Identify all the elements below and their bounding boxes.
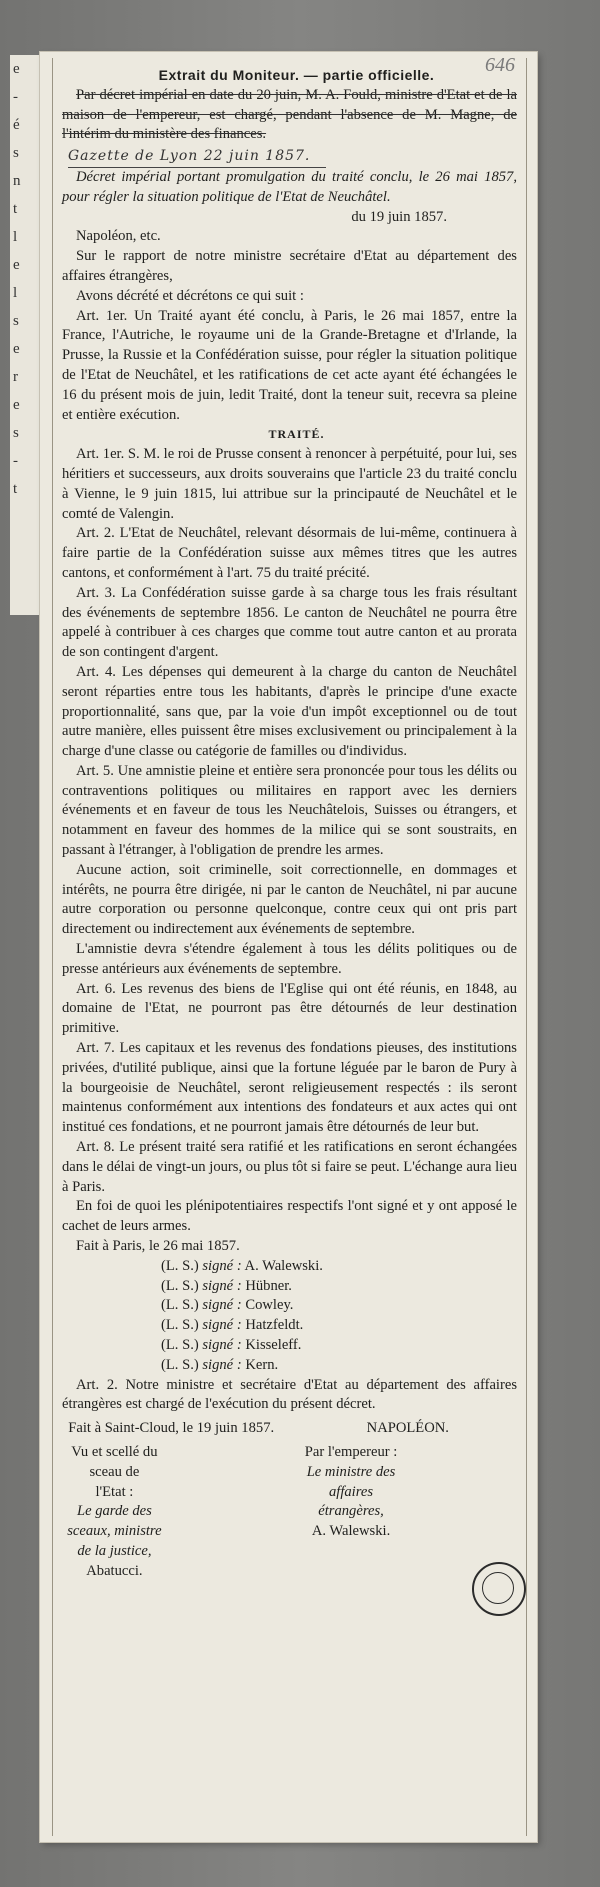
closing-right-line1: Par l'empereur : (304, 1443, 398, 1460)
column-rule-left (52, 58, 53, 1836)
signed-label: signé : (202, 1317, 242, 1334)
signatory-name: Cowley. (245, 1297, 294, 1314)
signatory-row (62, 1257, 517, 1277)
treaty-article: Art. 3. La Confédération suisse garde à sa charge tous les frais résultant des événements de septembre 1856. Le canton de Neuchâtel ne pourra être appelé à contribuer à ces charges que comme tout autre canton et au prorata de son contingent d'argent. (62, 584, 517, 661)
closing-left-title: Le garde des sceaux, ministre de la justice, (67, 1503, 162, 1559)
signatory-name: Kern. (245, 1356, 279, 1373)
signed-label: signé : (202, 1297, 242, 1314)
column-rule-right (526, 58, 527, 1836)
treaty-article: L'amnistie devra s'étendre également à tous les délits politiques ou de presse antérieurs aux événements de septembre. (62, 941, 517, 977)
signatory-row (62, 1277, 517, 1297)
seal-mark: (L. S.) (161, 1257, 199, 1274)
margin-fragment: r (13, 369, 18, 385)
margin-fragment: e (13, 257, 20, 273)
treaty-article: Art. 2. L'Etat de Neuchâtel, relevant désormais de lui-même, continuera à faire partie de la Confédération suisse aux mêmes titres que les autres cantons, et conformément à l'art. 75 du traité précité. (62, 525, 517, 581)
closing-left-name: Abatucci. (86, 1562, 143, 1579)
signatory-name: A. Walewski. (244, 1257, 323, 1274)
newspaper-clipping (40, 52, 537, 1842)
decree-title: Décret impérial portant promulgation du traité conclu, le 26 mai 1857, pour régler la situation politique de l'Etat de Neuchâtel. (62, 168, 517, 205)
decree-date: du 19 juin 1857. (351, 208, 447, 225)
treaty-article: Art. 4. Les dépenses qui demeurent à la charge du canton de Neuchâtel seront réparties entre tous les habitants, d'après le principe d'une exacte proportionnalité, sans que, par la voie d'un impôt exceptionnel ou de tout autre manière, elles puissent être mises exclusivement ou principalement à la charge d'une classe ou catégorie de familles ou d'individus. (62, 663, 517, 760)
preamble-line: Art. 1er. Un Traité ayant été conclu, à Paris, le 26 mai 1857, entre la France, l'Autriche, le royaume uni de la Grande-Bretagne et d'Irlande, la Prusse, la Russie et la Confédération suisse, pour régler la situation politique de l'Etat de Neuchâtel, et les ratifications de cet acte ayant été échangées le 16 du présent mois de juin, ledit Traité, dont la teneur suit, recevra sa pleine et entière exécution. (62, 307, 517, 423)
seal-mark: (L. S.) (161, 1297, 199, 1314)
treaty-article: Art. 6. Les revenus des biens de l'Eglise qui ont été réunis, en 1848, au domaine de l'Etat, ne pourront pas être détournés de leur destination primitive. (62, 980, 517, 1037)
margin-stub (10, 55, 41, 615)
margin-fragment: l (13, 229, 18, 245)
seal-mark: (L. S.) (161, 1356, 199, 1373)
treaty-article: Art. 1er. S. M. le roi de Prusse consent à renoncer à perpétuité, pour lui, ses héritiers et successeurs, aux droits souverains que l'article 23 du traité conclu à Vienne, le 9 juin 1815, lui attribue sur la principauté de Neuchâtel et le comté de Valengin. (62, 446, 517, 522)
margin-fragment: é (13, 117, 20, 133)
signatory-row (62, 1316, 517, 1336)
treaty-article: Art. 8. Le présent traité sera ratifié et les ratifications en seront échangées dans le délai de vingt-un jours, ou plus tôt si faire se peut. L'échange aura lieu à Paris. (62, 1139, 517, 1195)
handwritten-note: Gazette de Lyon 22 juin 1857. (68, 147, 326, 168)
treaty-article: Fait à Paris, le 26 mai 1857. (76, 1238, 240, 1255)
signatory-name: Kisseleff. (245, 1337, 302, 1353)
margin-fragment: e (13, 341, 20, 357)
closing-left-line2: l'Etat : (95, 1483, 134, 1500)
article-column (62, 66, 517, 1582)
emperor-signature: NAPOLÉON. (366, 1420, 449, 1437)
seal-mark: (L. S.) (161, 1317, 199, 1334)
preamble-line: Napoléon, etc. (76, 228, 161, 245)
seal-mark: (L. S.) (161, 1277, 199, 1294)
preamble-line: Avons décrété et décrétons ce qui suit : (76, 287, 304, 304)
margin-fragment: e (13, 61, 20, 77)
margin-fragment: - (13, 453, 18, 469)
closing-right-name: A. Walewski. (311, 1523, 391, 1540)
seal-mark: (L. S.) (161, 1337, 199, 1353)
closing-right (299, 1443, 517, 1582)
signatory-name: Hübner. (245, 1277, 292, 1294)
done-at: Fait à Saint-Cloud, le 19 juin 1857. (68, 1420, 275, 1437)
margin-fragment: t (13, 201, 18, 217)
signatory-row (62, 1296, 517, 1316)
signed-label: signé : (202, 1277, 242, 1294)
decree-article-2: Art. 2. Notre ministre et secrétaire d'Etat au département des affaires étrangères est chargé de l'exécution du présent décret. (62, 1376, 517, 1413)
closing-right-title: Le ministre des affaires étrangères, (306, 1463, 396, 1520)
signatory-name: Hatzfeldt. (245, 1317, 304, 1334)
margin-fragment: s (13, 425, 19, 441)
countersignatures (62, 1443, 517, 1582)
intro-paragraph (62, 86, 517, 145)
signed-label: signé : (202, 1337, 242, 1353)
margin-fragment: s (13, 145, 19, 161)
closing-left-line1: Vu et scellé du sceau de (71, 1443, 158, 1480)
margin-fragment: t (13, 481, 18, 497)
closing-left (62, 1443, 280, 1582)
treaty-article: Aucune action, soit criminelle, soit correctionnelle, en dommages et intérêts, ne pourra être dirigée, ni par le canton de Neuchâtel, ni par aucune autre corporation ou personne quelconque, contre ceux qui ont pris part directement ou indirectement aux événements de septembre. (62, 861, 517, 938)
preamble-line: Sur le rapport de notre ministre secrétaire d'Etat au département des affaires étrangères, (62, 248, 517, 284)
margin-fragment: - (13, 89, 18, 105)
date-and-emperor (62, 1419, 517, 1439)
treaty-heading: TRAITÉ. (268, 427, 325, 442)
signed-label: signé : (202, 1356, 242, 1373)
margin-fragment: l (13, 285, 18, 301)
margin-fragment: s (13, 313, 19, 329)
margin-fragment: e (13, 397, 20, 413)
headline: Extrait du Moniteur. — partie officielle. (158, 67, 435, 83)
page-number: 646 (485, 54, 515, 76)
intro-text: Par décret impérial en date du 20 juin, M. A. Fould, ministre d'Etat et de la maison de l'empereur, est chargé, pendant l'absence de M. Magne, de l'intérim du ministère des finances. (62, 86, 517, 143)
treaty-article: Art. 5. Une amnistie pleine et entière sera prononcée pour tous les délits ou contraventions politiques ou militaires en rapport avec les derniers événements et en faveur de tous les Neuchâtelois, Suisses ou étrangers, et notamment en faveur des hommes de la milice qui se sont soustraits, en passant à l'étranger, à l'obligation de prendre les armes. (62, 762, 517, 859)
signatory-row (62, 1336, 517, 1356)
treaty-article: Art. 7. Les capitaux et les revenus des fondations pieuses, des institutions privées, d'utilité publique, ainsi que la fortune léguée par le baron de Pury à la bourgeoisie de Neuchâtel, seront religieusement respectés : ils seront maintenus conformément aux intentions des fondateurs et aux actes qui ont institué ces fondations, et ne pourront jamais être détournés de leur but. (62, 1040, 517, 1136)
treaty-article: En foi de quoi les plénipotentiaires respectifs l'ont signé et y ont apposé le cachet de leurs armes. (62, 1198, 517, 1235)
signed-label: signé : (202, 1257, 242, 1274)
library-stamp (472, 1562, 526, 1616)
margin-fragment: n (13, 173, 21, 189)
signatory-row (62, 1356, 517, 1376)
